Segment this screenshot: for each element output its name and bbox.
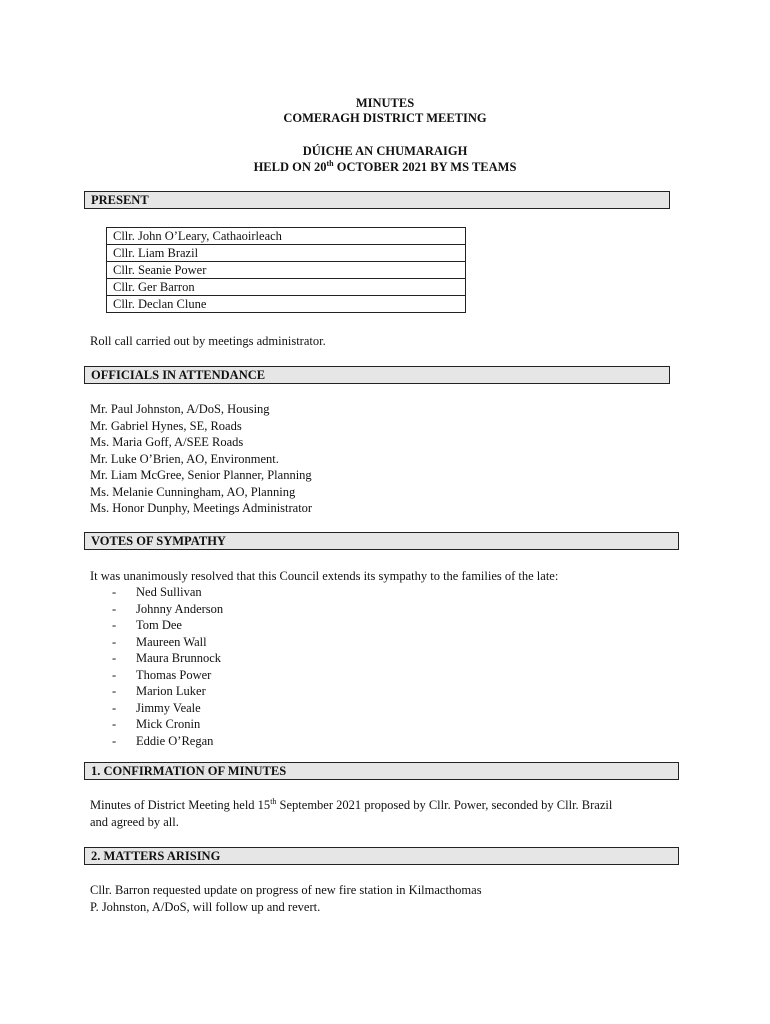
list-item xyxy=(112,650,223,667)
matters-text xyxy=(90,882,482,915)
list-item xyxy=(112,733,223,750)
list-item: Mr. Liam McGree, Senior Planner, Planning xyxy=(90,468,312,482)
bullet-dash: - xyxy=(112,634,117,649)
confirmation-text xyxy=(90,797,690,830)
section-heading-present: PRESENT xyxy=(84,191,670,209)
sympathy-name: Thomas Power xyxy=(136,667,212,682)
officials-list xyxy=(90,401,312,517)
list-item xyxy=(112,601,223,618)
confirmation-line-1 xyxy=(90,797,690,814)
list-item xyxy=(112,716,223,733)
confirmation-post: September 2021 proposed by Cllr. Power, seconded by Cllr. Brazil xyxy=(276,798,613,812)
table-row xyxy=(107,296,466,313)
section-heading-confirmation: 1. CONFIRMATION OF MINUTES xyxy=(84,762,679,780)
sympathy-name: Marion Luker xyxy=(136,684,206,698)
sympathy-name: Maura Brunnock xyxy=(136,651,222,665)
list-item xyxy=(112,617,223,634)
matters-line-2: P. Johnston, A/DoS, will follow up and revert. xyxy=(90,899,321,914)
sympathy-intro: It was unanimously resolved that this Council extends its sympathy to the families of the late: xyxy=(90,569,559,583)
sympathy-name: Eddie O’Regan xyxy=(136,733,214,748)
bullet-dash: - xyxy=(112,733,117,748)
bullet-dash: - xyxy=(112,684,117,698)
table-row xyxy=(107,262,466,279)
member-cell: Cllr. John O’Leary, Cathaoirleach xyxy=(107,228,466,245)
section-heading-officials: OFFICIALS IN ATTENDANCE xyxy=(84,366,670,384)
section-heading-matters: 2. MATTERS ARISING xyxy=(84,847,679,865)
matters-line-1: Cllr. Barron requested update on progress of new fire station in Kilmacthomas xyxy=(90,883,482,897)
meeting-date xyxy=(0,159,770,175)
confirmation-sup: th xyxy=(270,796,277,806)
bullet-dash: - xyxy=(112,700,117,715)
bullet-dash: - xyxy=(112,667,117,682)
list-item xyxy=(112,667,223,684)
meeting-date-pre: HELD ON 20 xyxy=(253,160,327,174)
list-item xyxy=(112,584,223,601)
list-item xyxy=(112,634,223,651)
table-row xyxy=(107,228,466,245)
bullet-dash: - xyxy=(112,651,117,665)
meeting-date-sup: th xyxy=(326,158,334,168)
list-item: Ms. Honor Dunphy, Meetings Administrator xyxy=(90,501,313,515)
list-item: Mr. Gabriel Hynes, SE, Roads xyxy=(90,418,242,433)
meeting-name: COMERAGH DISTRICT MEETING xyxy=(283,111,487,125)
table-row xyxy=(107,279,466,296)
meeting-name-irish: DÚICHE AN CHUMARAIGH xyxy=(302,144,468,158)
member-cell: Cllr. Seanie Power xyxy=(107,262,466,279)
sympathy-name: Ned Sullivan xyxy=(136,585,202,599)
list-item xyxy=(112,683,223,700)
roll-call-text: Roll call carried out by meetings administrator. xyxy=(90,334,326,348)
present-members-table xyxy=(106,227,466,313)
section-heading-sympathy: VOTES OF SYMPATHY xyxy=(84,532,679,550)
doc-title: MINUTES xyxy=(355,96,415,110)
bullet-dash: - xyxy=(112,618,117,632)
sympathy-name: Jimmy Veale xyxy=(136,700,201,715)
bullet-dash: - xyxy=(112,585,117,599)
list-item xyxy=(112,700,223,717)
list-item: Mr. Paul Johnston, A/DoS, Housing xyxy=(90,402,270,416)
member-cell: Cllr. Liam Brazil xyxy=(107,245,466,262)
sympathy-names-list xyxy=(112,584,223,749)
list-item: Ms. Maria Goff, A/SEE Roads xyxy=(90,435,244,449)
table-row xyxy=(107,245,466,262)
list-item: Mr. Luke O’Brien, AO, Environment. xyxy=(90,451,279,466)
bullet-dash: - xyxy=(112,601,117,616)
meeting-date-post: OCTOBER 2021 BY MS TEAMS xyxy=(333,160,517,174)
member-cell: Cllr. Ger Barron xyxy=(107,279,466,296)
sympathy-name: Johnny Anderson xyxy=(136,601,224,616)
member-cell: Cllr. Declan Clune xyxy=(107,296,466,313)
sympathy-name: Maureen Wall xyxy=(136,634,207,649)
list-item: Ms. Melanie Cunningham, AO, Planning xyxy=(90,484,296,499)
confirmation-line-2: and agreed by all. xyxy=(90,814,179,829)
confirmation-pre: Minutes of District Meeting held 15 xyxy=(90,798,271,812)
bullet-dash: - xyxy=(112,717,117,731)
sympathy-name: Mick Cronin xyxy=(136,717,201,731)
sympathy-name: Tom Dee xyxy=(136,618,182,632)
